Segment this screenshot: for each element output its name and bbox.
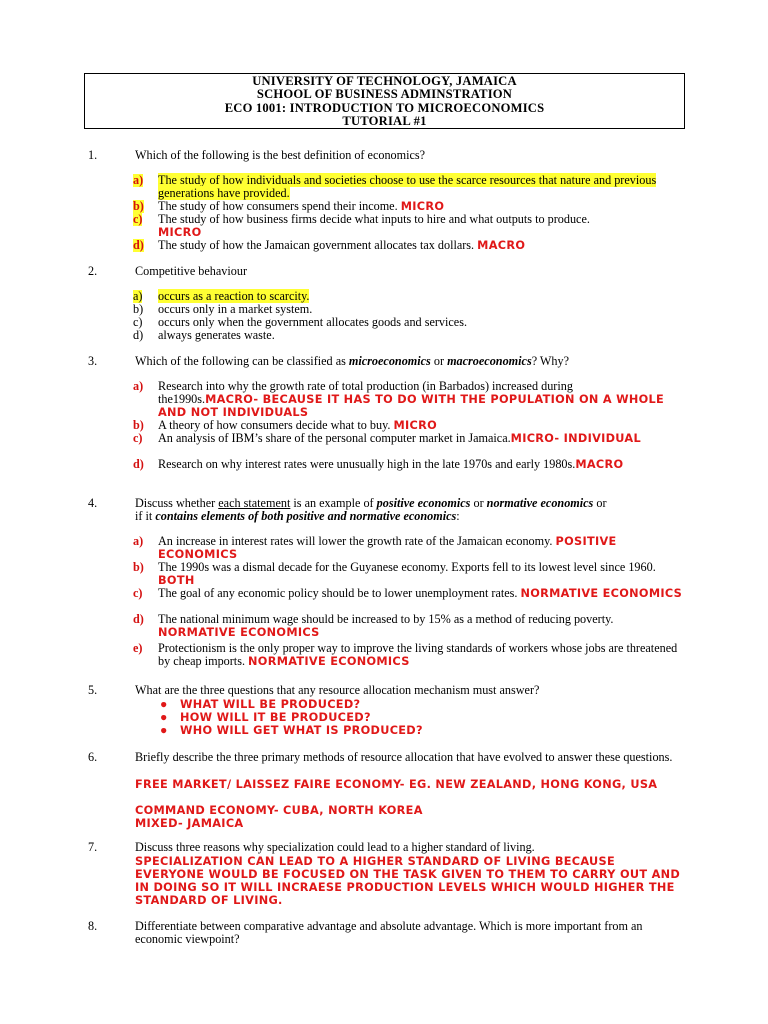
answer-text: WHAT WILL BE PRODUCED? bbox=[180, 698, 361, 711]
option-label: a) bbox=[133, 379, 144, 393]
question-number: 6. bbox=[88, 750, 98, 764]
option-text: Protectionism is the only proper way to improve the living standards of workers whose jobs are threatened by cheap imports. bbox=[158, 641, 678, 668]
option-label: d) bbox=[133, 328, 144, 342]
answer-text: MICRO bbox=[393, 419, 438, 432]
bullet-icon: ● bbox=[160, 697, 168, 711]
answer-text: POSITIVE ECONOMICS bbox=[158, 535, 617, 561]
option-label: c) bbox=[133, 212, 143, 226]
answer-text: NORMATIVE ECONOMICS bbox=[520, 587, 683, 600]
option-text: occurs as a reaction to scarcity. bbox=[158, 289, 310, 303]
question-number: 2. bbox=[88, 264, 98, 278]
question-text: Which of the following is the best definition of economics? bbox=[135, 148, 426, 162]
bullet-icon: ● bbox=[160, 723, 168, 737]
option-text: The study of how the Jamaican government allocates tax dollars. bbox=[158, 238, 475, 252]
option-text: A theory of how consumers decide what to buy. bbox=[158, 418, 391, 432]
option-label: a) bbox=[133, 173, 144, 187]
answer-text: MACRO bbox=[477, 239, 526, 252]
answer-text: BOTH bbox=[158, 574, 195, 587]
answer-text: NORMATIVE ECONOMICS bbox=[158, 626, 320, 639]
question-text: Discuss whether each statement is an example of positive economics or normative economics or if it contains elements of both positive and normative economics: bbox=[135, 496, 607, 523]
option-text: Research into why the growth rate of total production (in Barbados) increased during bbox=[158, 379, 573, 393]
option-label: d) bbox=[133, 612, 144, 626]
option-label: d) bbox=[133, 238, 144, 252]
question-text: Briefly describe the three primary methods of resource allocation that have evolved to answer these questions. bbox=[135, 750, 673, 764]
question-number: 5. bbox=[88, 683, 98, 697]
question-number: 4. bbox=[88, 496, 98, 510]
question-text: Differentiate between comparative advantage and absolute advantage. Which is more important from an economic viewpoint? bbox=[135, 919, 643, 946]
option-text: An increase in interest rates will lower the growth rate of the Jamaican economy. bbox=[158, 534, 553, 548]
option-label: d) bbox=[133, 457, 144, 471]
answer-text: MICRO- INDIVIDUAL bbox=[510, 432, 641, 445]
option-text: The national minimum wage should be increased to by 15% as a method of reducing poverty. bbox=[158, 612, 614, 626]
answer-text: MACRO bbox=[575, 458, 624, 471]
answer-text: MACRO- BECAUSE IT HAS TO DO WITH THE POPULATION ON A WHOLE AND NOT INDIVIDUALS bbox=[158, 393, 665, 419]
answer-text: NORMATIVE ECONOMICS bbox=[248, 655, 410, 668]
answer-text: MICRO bbox=[400, 200, 445, 213]
option-label: c) bbox=[133, 431, 143, 445]
question-text: Discuss three reasons why specialization could lead to a higher standard of living. bbox=[135, 840, 535, 854]
answer-text: COMMAND ECONOMY- CUBA, NORTH KOREA bbox=[135, 804, 423, 817]
option-text: occurs only when the government allocates goods and services. bbox=[158, 315, 467, 329]
option-label: b) bbox=[133, 418, 144, 432]
option-text: The goal of any economic policy should be to lower unemployment rates. bbox=[158, 586, 518, 600]
bullet-icon: ● bbox=[160, 710, 168, 724]
option-label: e) bbox=[133, 641, 143, 655]
university-name: UNIVERSITY OF TECHNOLOGY, JAMAICA bbox=[252, 74, 517, 88]
answer-text: FREE MARKET/ LAISSEZ FAIRE ECONOMY- EG. NEW ZEALAND, HONG KONG, USA bbox=[135, 778, 658, 791]
question-number: 3. bbox=[88, 354, 98, 368]
option-text: The 1990s was a dismal decade for the Guyanese economy. Exports fell to its lowest level since 1960. bbox=[158, 560, 656, 574]
option-text: The study of how individuals and societies choose to use the scarce resources that nature and previous generations have provided. bbox=[158, 173, 657, 200]
option-text: always generates waste. bbox=[158, 328, 275, 342]
school-name: SCHOOL OF BUSINESS ADMINSTRATION bbox=[256, 87, 513, 102]
question-text: Which of the following can be classified as microeconomics or macroeconomics? Why? bbox=[135, 354, 570, 368]
option-label: b) bbox=[133, 302, 144, 316]
answer-text: MICRO bbox=[158, 226, 202, 239]
option-text: The study of how consumers spend their income. bbox=[158, 199, 398, 213]
answer-text: MIXED- JAMAICA bbox=[135, 817, 244, 830]
answer-text: WHO WILL GET WHAT IS PRODUCED? bbox=[180, 724, 423, 737]
option-label: c) bbox=[133, 586, 143, 600]
answer-text: SPECIALIZATION CAN LEAD TO A HIGHER STANDARD OF LIVING BECAUSE EVERYONE WOULD BE FOCUSED ON THE TASK GIVEN TO THEM TO CARRY OUT AND IN DOING SO IT WILL INCRAESE PRODUCTION LEVELS WHICH WOULD HIGHER THE STANDARD OF LIVING. bbox=[135, 855, 681, 907]
option-label: b) bbox=[133, 560, 144, 574]
question-text: Competitive behaviour bbox=[135, 264, 248, 278]
tutorial-title: TUTORIAL #1 bbox=[342, 113, 427, 128]
option-label: a) bbox=[133, 289, 143, 303]
question-number: 1. bbox=[88, 148, 98, 162]
question-number: 7. bbox=[88, 840, 98, 854]
question-text: What are the three questions that any resource allocation mechanism must answer? bbox=[135, 683, 540, 697]
option-label: c) bbox=[133, 315, 143, 329]
option-label: a) bbox=[133, 534, 144, 548]
question-number: 8. bbox=[88, 919, 98, 933]
option-label: b) bbox=[133, 199, 144, 213]
option-text: occurs only in a market system. bbox=[158, 302, 313, 316]
option-text: An analysis of IBM’s share of the personal computer market in Jamaica. bbox=[158, 431, 511, 445]
answer-text: HOW WILL IT BE PRODUCED? bbox=[180, 711, 371, 724]
tutorial-header-box bbox=[84, 73, 685, 129]
option-text: The study of how business firms decide what inputs to hire and what outputs to produce. bbox=[158, 212, 590, 226]
course-title: ECO 1001: INTRODUCTION TO MICROECONOMICS bbox=[224, 100, 545, 115]
option-text: Research on why interest rates were unusually high in the late 1970s and early 1980s. bbox=[158, 457, 576, 471]
